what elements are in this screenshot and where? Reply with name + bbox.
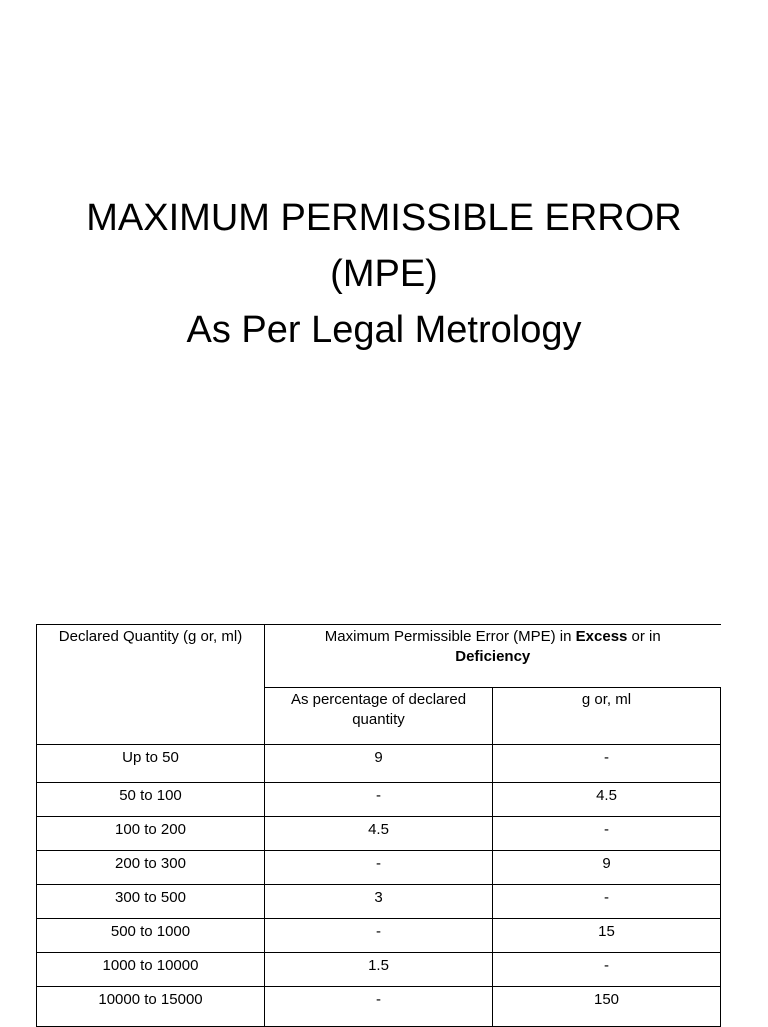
cell-quantity: 50 to 100 <box>37 783 265 817</box>
header-mpe <box>265 625 721 688</box>
header-g-or-ml: g or, ml <box>493 688 721 745</box>
cell-g-ml: - <box>493 953 721 987</box>
cell-percentage: 9 <box>265 745 493 783</box>
cell-quantity: 500 to 1000 <box>37 919 265 953</box>
table-row <box>37 817 721 851</box>
table-row <box>37 919 721 953</box>
title-line-3: As Per Legal Metrology <box>186 309 582 351</box>
cell-g-ml: - <box>493 885 721 919</box>
cell-percentage: - <box>265 851 493 885</box>
cell-g-ml: 4.5 <box>493 783 721 817</box>
header-mpe-deficiency: Deficiency <box>455 648 531 665</box>
table-row <box>37 885 721 919</box>
table-row <box>37 851 721 885</box>
cell-percentage: - <box>265 987 493 1027</box>
cell-percentage: - <box>265 919 493 953</box>
header-percentage: As percentage of declared quantity <box>265 688 493 745</box>
table-row <box>37 745 721 783</box>
table-row <box>37 953 721 987</box>
mpe-table <box>36 624 721 1027</box>
cell-quantity: 1000 to 10000 <box>37 953 265 987</box>
header-mpe-prefix: Maximum Permissible Error (MPE) in <box>324 628 576 645</box>
cell-quantity: 300 to 500 <box>37 885 265 919</box>
header-declared-quantity: Declared Quantity (g or, ml) <box>37 625 265 745</box>
table-row <box>37 783 721 817</box>
cell-quantity: Up to 50 <box>37 745 265 783</box>
table-row <box>37 987 721 1027</box>
cell-g-ml: - <box>493 817 721 851</box>
cell-g-ml: 150 <box>493 987 721 1027</box>
cell-quantity: 100 to 200 <box>37 817 265 851</box>
cell-quantity: 10000 to 15000 <box>37 987 265 1027</box>
cell-g-ml: - <box>493 745 721 783</box>
header-mpe-excess: Excess <box>575 628 628 645</box>
cell-percentage: 4.5 <box>265 817 493 851</box>
table-header-row <box>37 625 721 688</box>
title-line-2: (MPE) <box>330 253 438 295</box>
cell-percentage: - <box>265 783 493 817</box>
cell-quantity: 200 to 300 <box>37 851 265 885</box>
cell-percentage: 1.5 <box>265 953 493 987</box>
page-title <box>0 190 768 358</box>
cell-percentage: 3 <box>265 885 493 919</box>
header-mpe-or-in: or in <box>627 628 661 645</box>
cell-g-ml: 15 <box>493 919 721 953</box>
title-line-1: MAXIMUM PERMISSIBLE ERROR <box>86 197 682 239</box>
cell-g-ml: 9 <box>493 851 721 885</box>
